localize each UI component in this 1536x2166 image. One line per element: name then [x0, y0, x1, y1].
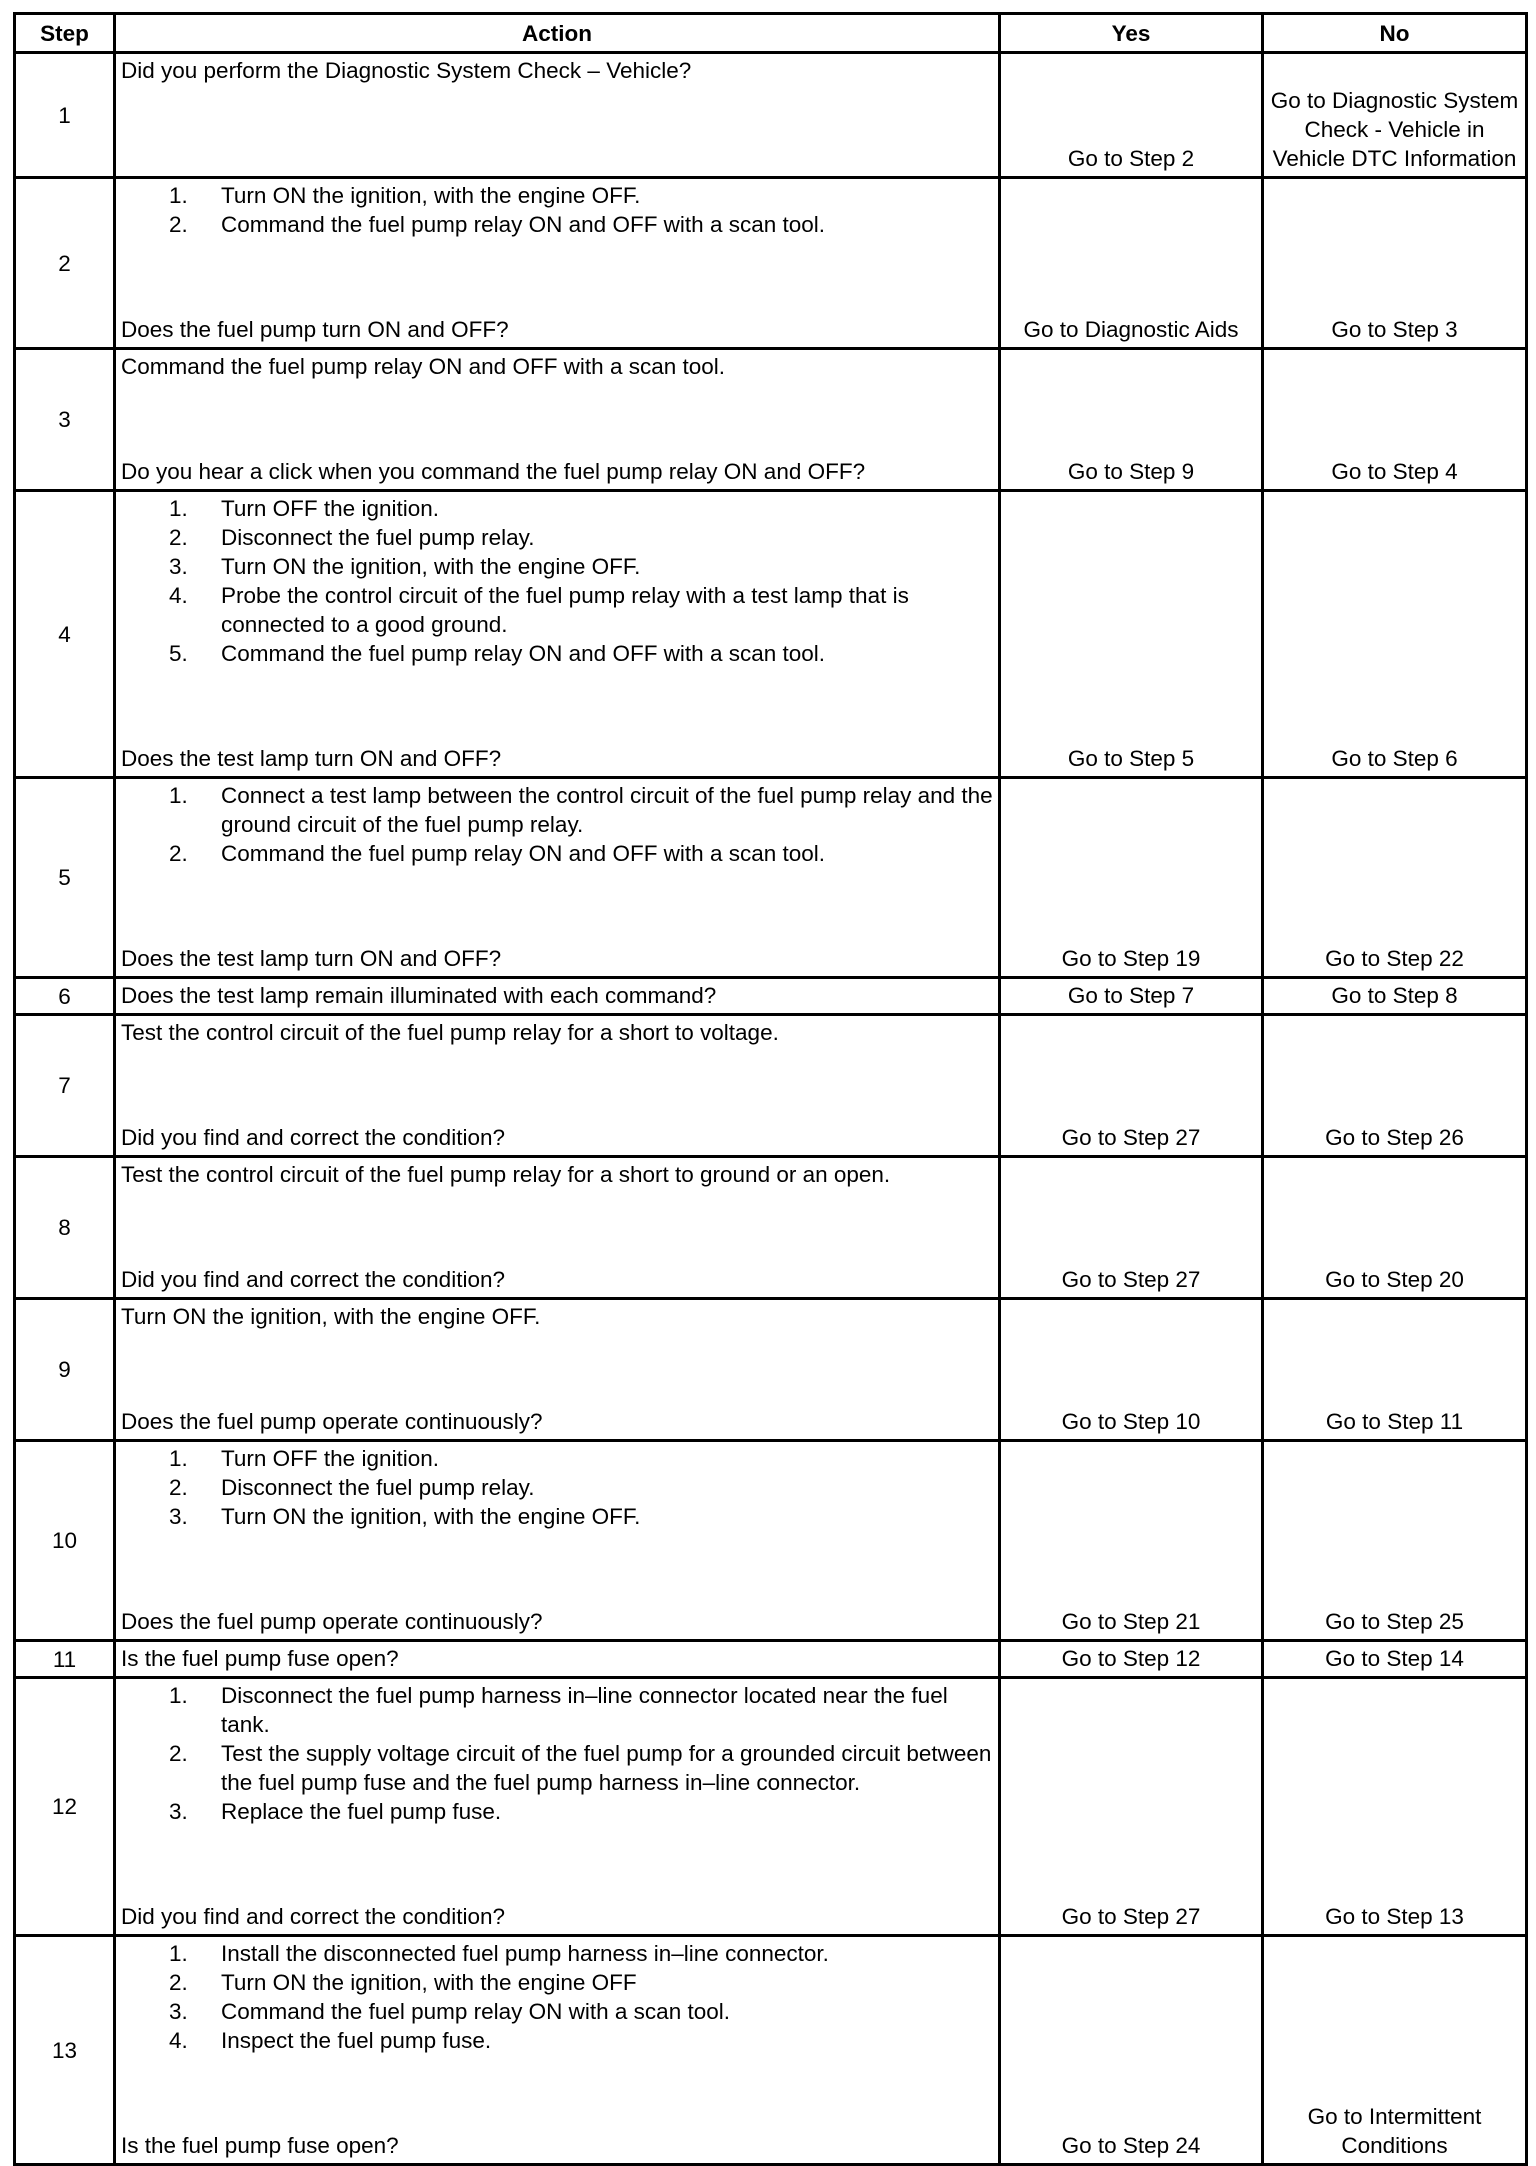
action-step-text: Turn ON the ignition, with the engine OFF. — [221, 183, 641, 208]
table-row — [15, 978, 1527, 1015]
action-step-text: Disconnect the fuel pump relay. — [221, 525, 535, 550]
action-step-number: 2. — [169, 1475, 188, 1500]
no-outcome: Go to Step 4 — [1263, 349, 1527, 491]
step-number: 1 — [15, 53, 115, 178]
action-cell — [115, 1441, 1000, 1641]
action-cell — [115, 1936, 1000, 2165]
action-step-item — [121, 523, 993, 552]
action-step-text: Command the fuel pump relay ON and OFF with a scan tool. — [221, 212, 826, 237]
action-text: Is the fuel pump fuse open? — [121, 1646, 399, 1671]
action-text: Did you perform the Diagnostic System Check – Vehicle? — [121, 58, 692, 83]
action-step-number: 3. — [169, 1504, 188, 1529]
table-row — [15, 349, 1527, 491]
table-row — [15, 53, 1527, 178]
step-number: 5 — [15, 778, 115, 978]
action-step-text: Inspect the fuel pump fuse. — [221, 2028, 492, 2053]
yes-outcome: Go to Step 27 — [1000, 1157, 1263, 1299]
action-question: Did you find and correct the condition? — [121, 1125, 505, 1150]
action-step-text: Replace the fuel pump fuse. — [221, 1799, 502, 1824]
action-step-text: Turn ON the ignition, with the engine OFF — [221, 1970, 637, 1995]
table-row — [15, 1641, 1527, 1678]
action-step-number: 4. — [169, 583, 188, 608]
action-step-text: Disconnect the fuel pump harness in–line connector located near the fuel tank. — [221, 1683, 948, 1737]
action-cell — [115, 1015, 1000, 1157]
action-step-text: Install the disconnected fuel pump harness in–line connector. — [221, 1941, 829, 1966]
action-cell — [115, 53, 1000, 178]
action-step-number: 5. — [169, 641, 188, 666]
table-row — [15, 491, 1527, 778]
action-step-text: Command the fuel pump relay ON and OFF with a scan tool. — [221, 641, 826, 666]
yes-outcome: Go to Step 2 — [1000, 53, 1263, 178]
step-number: 6 — [15, 978, 115, 1015]
header-no: No — [1263, 14, 1527, 53]
no-outcome: Go to Step 8 — [1263, 978, 1527, 1015]
table-row — [15, 1299, 1527, 1441]
action-question: Does the test lamp turn ON and OFF? — [121, 946, 502, 971]
action-question: Does the fuel pump turn ON and OFF? — [121, 317, 509, 342]
action-step-text: Turn ON the ignition, with the engine OFF. — [221, 554, 641, 579]
step-number: 3 — [15, 349, 115, 491]
header-yes: Yes — [1000, 14, 1263, 53]
header-action: Action — [115, 14, 1000, 53]
action-step-number: 3. — [169, 1799, 188, 1824]
action-step-text: Disconnect the fuel pump relay. — [221, 1475, 535, 1500]
action-step-number: 4. — [169, 2028, 188, 2053]
action-step-item — [121, 781, 993, 839]
yes-outcome: Go to Step 21 — [1000, 1441, 1263, 1641]
action-step-number: 2. — [169, 1741, 188, 1766]
table-header-row — [15, 14, 1527, 53]
yes-outcome: Go to Diagnostic Aids — [1000, 178, 1263, 349]
header-step: Step — [15, 14, 115, 53]
action-cell — [115, 778, 1000, 978]
step-number: 9 — [15, 1299, 115, 1441]
action-steps-list — [121, 1939, 993, 2055]
table-row — [15, 778, 1527, 978]
no-outcome: Go to Step 22 — [1263, 778, 1527, 978]
yes-outcome: Go to Step 9 — [1000, 349, 1263, 491]
action-cell — [115, 491, 1000, 778]
action-cell — [115, 1299, 1000, 1441]
action-question: Is the fuel pump fuse open? — [121, 2133, 399, 2158]
table-row — [15, 1936, 1527, 2165]
no-outcome: Go to Step 13 — [1263, 1678, 1527, 1936]
action-question: Does the test lamp turn ON and OFF? — [121, 746, 502, 771]
yes-outcome: Go to Step 5 — [1000, 491, 1263, 778]
action-step-item — [121, 581, 993, 639]
step-number: 11 — [15, 1641, 115, 1678]
action-step-text: Command the fuel pump relay ON and OFF with a scan tool. — [221, 841, 826, 866]
action-step-number: 1. — [169, 183, 188, 208]
action-question: Did you find and correct the condition? — [121, 1904, 505, 1929]
no-outcome: Go to Intermittent Conditions — [1263, 1936, 1527, 2165]
yes-outcome: Go to Step 10 — [1000, 1299, 1263, 1441]
step-number: 7 — [15, 1015, 115, 1157]
action-step-number: 2. — [169, 525, 188, 550]
action-step-text: Turn OFF the ignition. — [221, 496, 440, 521]
table-body — [15, 53, 1527, 2165]
action-step-item — [121, 494, 993, 523]
no-outcome: Go to Step 20 — [1263, 1157, 1527, 1299]
action-question: Do you hear a click when you command the fuel pump relay ON and OFF? — [121, 459, 866, 484]
action-step-number: 1. — [169, 496, 188, 521]
action-step-item — [121, 1968, 993, 1997]
action-text: Does the test lamp remain illuminated with each command? — [121, 983, 717, 1008]
action-cell — [115, 1641, 1000, 1678]
action-step-item — [121, 1502, 993, 1531]
action-step-number: 1. — [169, 1683, 188, 1708]
action-steps-list — [121, 1681, 993, 1826]
no-outcome: Go to Step 25 — [1263, 1441, 1527, 1641]
action-cell — [115, 349, 1000, 491]
yes-outcome: Go to Step 7 — [1000, 978, 1263, 1015]
action-steps-list — [121, 781, 993, 868]
action-step-text: Probe the control circuit of the fuel pump relay with a test lamp that is connected to a good ground. — [221, 583, 909, 637]
yes-outcome: Go to Step 27 — [1000, 1678, 1263, 1936]
step-number: 13 — [15, 1936, 115, 2165]
table-row — [15, 1015, 1527, 1157]
step-number: 4 — [15, 491, 115, 778]
yes-outcome: Go to Step 12 — [1000, 1641, 1263, 1678]
action-step-text: Test the supply voltage circuit of the fuel pump for a grounded circuit between the fuel pump fuse and the fuel pump harness in–line connector. — [221, 1741, 992, 1795]
no-outcome: Go to Step 6 — [1263, 491, 1527, 778]
action-cell — [115, 1678, 1000, 1936]
action-step-text: Turn ON the ignition, with the engine OFF. — [221, 1504, 641, 1529]
action-step-text: Turn OFF the ignition. — [221, 1446, 440, 1471]
no-outcome: Go to Diagnostic System Check - Vehicle in Vehicle DTC Information — [1263, 53, 1527, 178]
action-step-item — [121, 1739, 993, 1797]
action-steps-list — [121, 181, 993, 239]
action-step-number: 3. — [169, 554, 188, 579]
action-text: Test the control circuit of the fuel pump relay for a short to ground or an open. — [121, 1162, 891, 1187]
action-step-item — [121, 1681, 993, 1739]
table-row — [15, 1678, 1527, 1936]
yes-outcome: Go to Step 27 — [1000, 1015, 1263, 1157]
action-step-number: 1. — [169, 1941, 188, 1966]
action-step-number: 1. — [169, 783, 188, 808]
no-outcome: Go to Step 14 — [1263, 1641, 1527, 1678]
table-row — [15, 1157, 1527, 1299]
no-outcome: Go to Step 11 — [1263, 1299, 1527, 1441]
action-step-number: 3. — [169, 1999, 188, 2024]
action-step-item — [121, 1473, 993, 1502]
no-outcome: Go to Step 26 — [1263, 1015, 1527, 1157]
action-step-item — [121, 2026, 993, 2055]
action-step-number: 1. — [169, 1446, 188, 1471]
action-cell — [115, 178, 1000, 349]
action-step-item — [121, 1444, 993, 1473]
action-step-text: Connect a test lamp between the control circuit of the fuel pump relay and the ground circuit of the fuel pump relay. — [221, 783, 993, 837]
yes-outcome: Go to Step 19 — [1000, 778, 1263, 978]
no-outcome: Go to Step 3 — [1263, 178, 1527, 349]
action-question: Did you find and correct the condition? — [121, 1267, 505, 1292]
action-step-item — [121, 552, 993, 581]
diagnostic-table — [13, 12, 1528, 2166]
action-steps-list — [121, 1444, 993, 1531]
action-step-text: Command the fuel pump relay ON with a scan tool. — [221, 1999, 730, 2024]
action-step-item — [121, 1797, 993, 1826]
yes-outcome: Go to Step 24 — [1000, 1936, 1263, 2165]
action-step-number: 2. — [169, 841, 188, 866]
action-step-item — [121, 1939, 993, 1968]
action-step-item — [121, 210, 993, 239]
table-row — [15, 1441, 1527, 1641]
action-cell — [115, 978, 1000, 1015]
table-row — [15, 178, 1527, 349]
step-number: 10 — [15, 1441, 115, 1641]
action-step-number: 2. — [169, 212, 188, 237]
action-question: Does the fuel pump operate continuously? — [121, 1409, 543, 1434]
step-number: 8 — [15, 1157, 115, 1299]
action-cell — [115, 1157, 1000, 1299]
action-step-item — [121, 1997, 993, 2026]
action-step-item — [121, 639, 993, 668]
action-question: Does the fuel pump operate continuously? — [121, 1609, 543, 1634]
action-step-item — [121, 839, 993, 868]
action-steps-list — [121, 494, 993, 668]
action-step-item — [121, 181, 993, 210]
step-number: 2 — [15, 178, 115, 349]
action-text: Command the fuel pump relay ON and OFF with a scan tool. — [121, 354, 726, 379]
action-text: Test the control circuit of the fuel pump relay for a short to voltage. — [121, 1020, 779, 1045]
action-step-number: 2. — [169, 1970, 188, 1995]
step-number: 12 — [15, 1678, 115, 1936]
action-text: Turn ON the ignition, with the engine OFF. — [121, 1304, 541, 1329]
